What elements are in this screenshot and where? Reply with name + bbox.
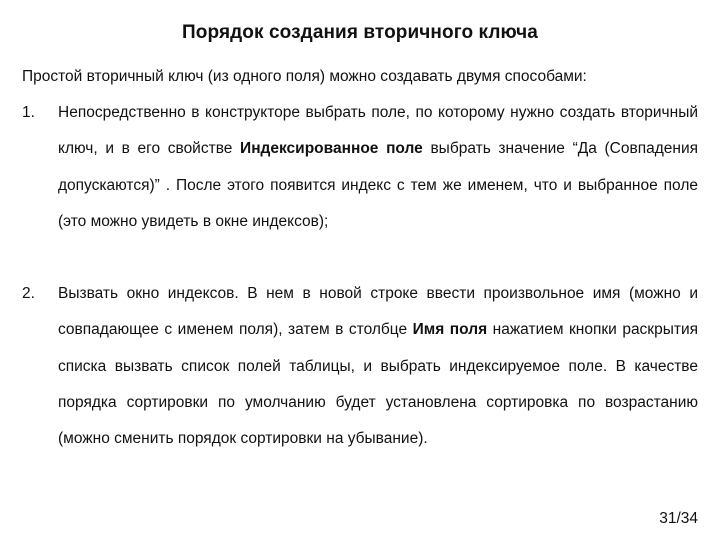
- list-item-bold-term: Имя поля: [412, 321, 488, 339]
- page-number: 31/34: [659, 510, 698, 527]
- list-item-text-part: нажатием кнопки раскрытия списка вызвать список полей таблицы, и выбрать индексируемое поле. В качестве порядка сортировки по умолчанию будет установлена сортировка по возрастанию (можно сменить порядок сортировки на убывание).: [58, 321, 699, 448]
- list-item-text-part: выбрать значение “Да (Совпадения допускаются)” . После этого появится индекс с тем же именем, что и выбранное поле (это можно увидеть в окне индексов);: [58, 140, 699, 230]
- list-item: [22, 95, 698, 240]
- list-item-text-part: Непосредственно в конструкторе выбрать поле, по которому нужно создать вторичный ключ, и в его свойстве: [58, 104, 698, 158]
- list-item-text: [58, 276, 698, 457]
- slide-title: Порядок создания вторичного ключа: [182, 22, 538, 43]
- list-item-bold-term: Индексированное поле: [240, 140, 423, 158]
- list-item-text-part: Вызвать окно индексов. В нем в новой строке ввести произвольное имя (можно и совпадающее с именем поля), затем в столбце: [58, 285, 698, 339]
- intro-text: Простой вторичный ключ (из одного поля) можно создавать двумя способами:: [22, 68, 587, 85]
- list-item: [22, 276, 698, 457]
- list-item-number: 1.: [22, 104, 35, 121]
- list-item-text: [58, 95, 698, 240]
- list-item-number: 2.: [22, 285, 35, 302]
